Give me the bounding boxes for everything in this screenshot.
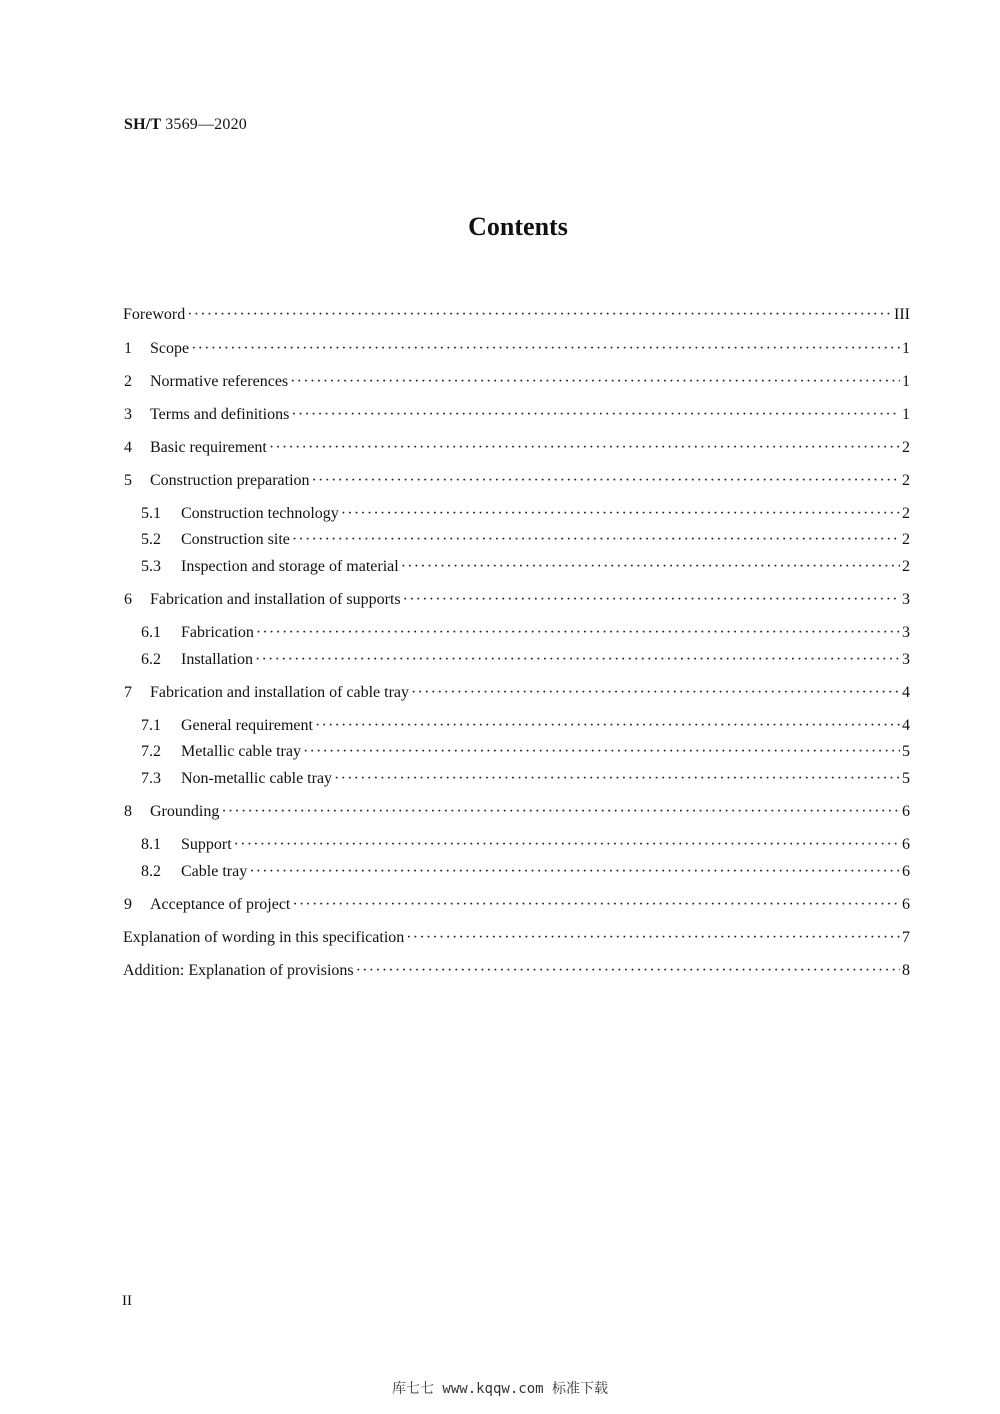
dot-leader [290,370,900,394]
page-number: II [122,1293,132,1309]
dot-leader [334,767,900,791]
toc-entry-page: 2 [902,472,910,489]
document-code-number: 3569—2020 [165,116,247,133]
toc-entry[interactable] [141,621,910,645]
toc-entry-page: 4 [902,717,910,734]
dot-leader [255,648,900,672]
toc-entry-number: 6.1 [141,624,161,641]
dot-leader [411,681,900,705]
toc-entry-label: Fabrication and installation of cable tray [150,684,410,701]
toc-entry[interactable] [123,926,910,950]
dot-leader [303,740,900,764]
toc-entry-page: III [894,306,910,323]
toc-entry[interactable] [124,893,910,917]
toc-entry-page: 2 [902,558,910,575]
toc-entry[interactable] [124,370,910,394]
toc-entry-label: Addition: Explanation of provisions [123,962,354,979]
toc-entry-page: 3 [902,651,910,668]
dot-leader [291,403,900,427]
toc-entry-label: Construction technology [181,505,339,522]
toc-entry-page: 2 [902,439,910,456]
toc-entry-number: 4 [124,439,132,456]
dot-leader [403,588,900,612]
toc-entry-label: Installation [181,651,253,668]
toc-entry[interactable] [141,833,910,857]
toc-entry-number: 2 [124,373,132,390]
toc-entry-label: Non-metallic cable tray [181,770,333,787]
toc-entry-label: Metallic cable tray [181,743,301,760]
dot-leader [401,555,900,579]
toc-entry-page: 2 [902,531,910,548]
toc-entry[interactable] [124,588,910,612]
toc-entry-page: 5 [902,743,910,760]
toc-entry-page: 1 [902,373,910,390]
toc-entry[interactable] [123,303,910,327]
toc-entry[interactable] [141,860,910,884]
toc-entry-page: 2 [902,505,910,522]
dot-leader [406,926,900,950]
toc-entry-number: 5 [124,472,132,489]
toc-entry[interactable] [141,555,910,579]
dot-leader [269,436,900,460]
toc-entry[interactable] [124,681,910,705]
toc-entry-label: Fabrication [181,624,254,641]
toc-entry[interactable] [141,740,910,764]
dot-leader [187,303,892,327]
toc-entry-page: 1 [902,340,910,357]
dot-leader [191,337,900,361]
toc-entry-number: 7 [124,684,132,701]
toc-entry[interactable] [141,648,910,672]
toc-entry-label: Explanation of wording in this specification [123,929,405,946]
toc-entry-page: 6 [902,863,910,880]
toc-entry-page: 3 [902,624,910,641]
toc-entry-label: General requirement [181,717,313,734]
toc-entry[interactable] [124,436,910,460]
toc-entry-label: Support [181,836,232,853]
toc-entry-number: 6.2 [141,651,161,668]
toc-entry[interactable] [141,714,910,738]
toc-entry-page: 8 [902,962,910,979]
watermark-text: 库七七 www.kqqw.com 标准下载 [391,1381,608,1397]
toc-entry[interactable] [123,959,910,983]
toc-entry-number: 1 [124,340,132,357]
toc-entry-number: 7.1 [141,717,161,734]
toc-entry-number: 6 [124,591,132,608]
toc-entry-label: Inspection and storage of material [181,558,399,575]
toc-entry-number: 9 [124,896,132,913]
toc-entry[interactable] [141,767,910,791]
toc-entry-page: 6 [902,836,910,853]
toc-entry-number: 5.2 [141,531,161,548]
toc-entry[interactable] [124,800,910,824]
dot-leader [256,621,900,645]
toc-entry-page: 5 [902,770,910,787]
toc-entry-label: Construction preparation [150,472,310,489]
toc-entry-page: 4 [902,684,910,701]
dot-leader [249,860,900,884]
toc-entry-label: Scope [150,340,190,357]
toc-entry[interactable] [141,528,910,552]
toc-entry[interactable] [124,403,910,427]
toc-entry-number: 3 [124,406,132,423]
toc-entry-page: 6 [902,803,910,820]
toc-entry[interactable] [124,337,910,361]
toc-entry-number: 8.1 [141,836,161,853]
toc-entry-page: 3 [902,591,910,608]
dot-leader [234,833,900,857]
dot-leader [221,800,900,824]
toc-entry-label: Construction site [181,531,290,548]
toc-entry-label: Terms and definitions [150,406,290,423]
toc-entry[interactable] [141,502,910,526]
toc-entry-number: 5.3 [141,558,161,575]
toc-entry-label: Foreword [123,306,186,323]
page-title: Contents [468,212,568,241]
toc-entry-number: 7.2 [141,743,161,760]
toc-entry-label: Acceptance of project [150,896,291,913]
toc-entry-label: Cable tray [181,863,248,880]
toc-entry[interactable] [124,469,910,493]
dot-leader [315,714,900,738]
toc-entry-page: 7 [902,929,910,946]
toc-entry-number: 8 [124,803,132,820]
toc-entry-label: Grounding [150,803,220,820]
toc-entry-number: 5.1 [141,505,161,522]
dot-leader [341,502,900,526]
document-code [124,116,247,134]
toc-entry-number: 8.2 [141,863,161,880]
dot-leader [312,469,900,493]
dot-leader [356,959,900,983]
toc-entry-label: Basic requirement [150,439,267,456]
toc-entry-page: 1 [902,406,910,423]
toc-entry-page: 6 [902,896,910,913]
toc-entry-label: Normative references [150,373,289,390]
dot-leader [292,893,900,917]
dot-leader [292,528,900,552]
document-code-prefix: SH/T [124,116,161,133]
toc-entry-label: Fabrication and installation of supports [150,591,401,608]
toc-entry-number: 7.3 [141,770,161,787]
